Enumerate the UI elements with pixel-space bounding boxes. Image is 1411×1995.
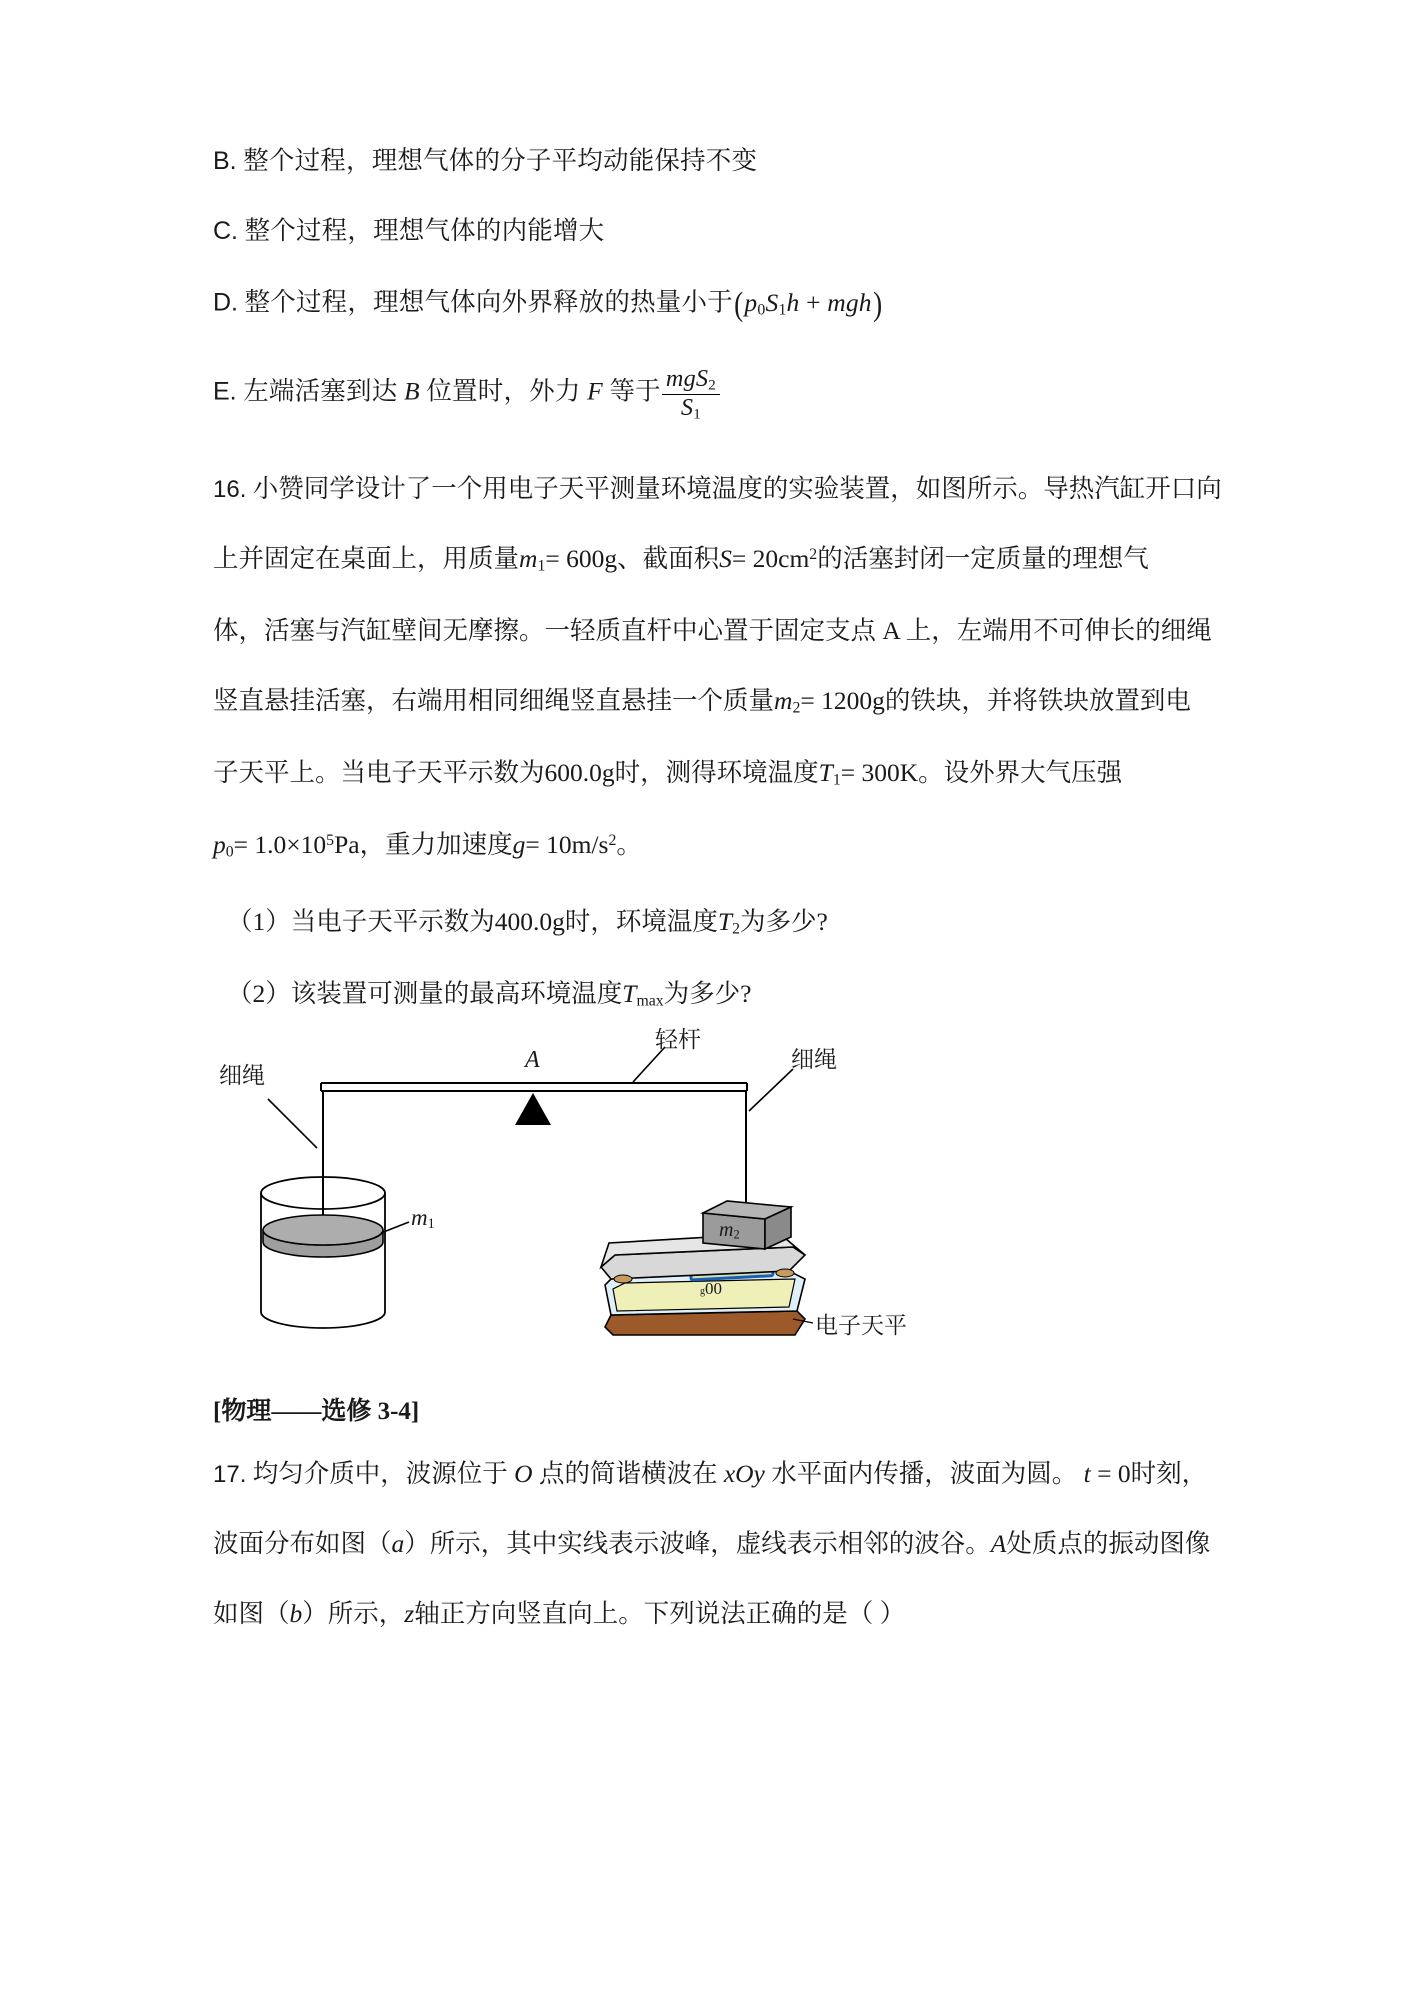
label-string-left: 细绳 [219, 1063, 265, 1089]
q17-l1-a: 均匀介质中，波源位于 [252, 1459, 508, 1489]
q17-var-xOy: xOy [723, 1459, 765, 1489]
q16-l5-a: 子天平上。当电子天平示数为 [213, 758, 545, 788]
q17-var-O: O [514, 1459, 533, 1489]
option-e-var-b: B [403, 376, 420, 406]
section-header: [物理——选修 3-4] [213, 1398, 420, 1426]
option-c [213, 218, 1213, 244]
label-block-mass-var: m [719, 1219, 734, 1242]
q16-sub2-a: 该装置可测量的最高环境温度 [290, 978, 623, 1008]
q17-l3-c: 轴正方向竖直向上。下列说法正确的是（ ） [414, 1598, 906, 1628]
q16-p0-unit: Pa [334, 830, 360, 860]
option-e [213, 366, 1213, 422]
label-rod: 轻杆 [655, 1027, 701, 1053]
apparatus-diagram [213, 1027, 1213, 1357]
question-17-line-3 [213, 1598, 1213, 1628]
label-block-mass [719, 1219, 740, 1243]
question-17-line-2 [213, 1531, 1213, 1557]
fulcrum-triangle [515, 1093, 551, 1125]
q17-fig-b-var: b [289, 1598, 303, 1628]
question-16-line-4 [213, 685, 1213, 717]
question-16-text-1: 小赞同学设计了一个用电子天平测量环境温度的实验装置，如图所示。导热汽缸开口向 [252, 474, 1222, 503]
question-16-line-3 [213, 618, 1213, 644]
question-16-line-5 [213, 760, 1213, 788]
electronic-balance [601, 1201, 805, 1335]
q16-S-value: = 20cm [731, 544, 810, 573]
balance-display-value [700, 1279, 722, 1299]
q17-l2-a: 波面分布如图（ [213, 1529, 392, 1559]
option-d [213, 288, 1213, 322]
q16-var-p0: p [213, 830, 226, 860]
apparatus-svg [213, 1027, 1213, 1357]
q16-var-T1-sub: 1 [832, 771, 841, 789]
q16-sub1-b: 时，环境温度 [564, 906, 718, 936]
q16-S-exp: 2 [809, 546, 818, 564]
q16-m2-value: = 1200g [800, 685, 885, 715]
q16-balance-reading-1: 600.0g [544, 758, 615, 788]
option-b-label: B. [213, 147, 237, 175]
q16-l2-c: 的活塞封闭一定质量的理想气 [817, 544, 1149, 573]
q17-l3-b: ）所示， [302, 1598, 405, 1628]
q16-var-T2: T [717, 906, 733, 936]
label-piston-mass [411, 1205, 435, 1233]
piston [263, 1215, 383, 1257]
question-16-sub-2 [213, 978, 1213, 1010]
q17-var-t: t [1083, 1459, 1091, 1489]
option-b [213, 148, 1213, 174]
q16-var-T1: T [818, 758, 833, 788]
q16-l5-c: 。设外界大气压强 [918, 758, 1123, 788]
label-piston-mass-var: m [411, 1205, 428, 1231]
q16-var-Tmax: T [622, 978, 637, 1008]
q16-var-m2: m [774, 685, 793, 715]
question-17-number: 17. [213, 1461, 247, 1489]
q16-g-value: = 10m/s [525, 830, 609, 860]
q16-var-Tmax-sub: max [636, 992, 664, 1010]
q17-l2-b: ）所示，其中实线表示波峰，虚线表示相邻的波谷。 [404, 1529, 991, 1559]
q16-g-exp: 2 [608, 832, 617, 850]
q17-l1-b: 点的简谐横波在 [538, 1459, 718, 1489]
block-m2 [703, 1201, 791, 1249]
q16-var-S: S [719, 544, 732, 573]
option-e-label: E. [213, 377, 237, 406]
q16-var-m1: m [519, 544, 538, 573]
q17-l1-c: 水平面内传播，波面为圆。 [771, 1459, 1078, 1489]
option-d-label: D. [213, 288, 238, 317]
q16-balance-reading-2: 400.0g [494, 906, 565, 936]
q16-l4-b: 的铁块，并将铁块放置到电 [884, 685, 1191, 715]
question-16-sub-1 [213, 906, 1213, 938]
q17-l2-c: 处质点的振动图像 [1006, 1529, 1211, 1559]
q16-var-m2-sub: 2 [792, 699, 801, 717]
option-d-formula: $(p_0S_1h + mgh)$ [734, 286, 883, 323]
option-c-text: 整个过程，理想气体的内能增大 [244, 216, 605, 245]
q16-l2-a: 上并固定在桌面上，用质量 [213, 544, 520, 573]
option-d-text: 整个过程，理想气体向外界释放的热量小于 [244, 287, 733, 317]
light-rod [321, 1083, 747, 1091]
q17-fig-a-var: a [391, 1529, 405, 1559]
q16-var-p0-sub: 0 [225, 843, 234, 861]
q16-p0-value: = 1.0×10 [233, 830, 327, 860]
q17-l1-d: 时刻， [1130, 1459, 1208, 1489]
q16-var-T2-sub: 2 [732, 920, 741, 938]
q17-var-z: z [404, 1598, 415, 1628]
option-e-fraction: $\frac{mgS_2}{S_1}$ [662, 366, 720, 422]
q16-sub2-number: （2） [227, 978, 291, 1008]
option-b-text: 整个过程，理想气体的分子平均动能保持不变 [243, 146, 758, 175]
question-16-line-6 [213, 832, 1213, 860]
label-string-right: 细绳 [791, 1047, 837, 1073]
balance-display-unit: g [700, 1286, 705, 1298]
q17-t-value: = 0 [1097, 1459, 1131, 1489]
leader-string-right [749, 1069, 793, 1111]
option-e-var-f: F [587, 376, 603, 406]
q16-p0-exp: 5 [326, 832, 335, 850]
question-16-line-1 [213, 474, 1222, 503]
option-e-text-a: 左端活塞到达 [243, 376, 398, 406]
q16-l2-b: 、截面积 [617, 544, 720, 573]
q16-T1-value: = 300K [840, 758, 919, 788]
q16-var-m1-sub: 1 [537, 557, 546, 575]
q16-m1-value: = 600g [545, 544, 618, 573]
option-e-text-b: 位置时，外力 [426, 376, 581, 406]
q17-l3-a: 如图（ [213, 1598, 290, 1628]
q16-l3: 体，活塞与汽缸壁间无摩擦。一轻质直杆中心置于固定支点 A 上，左端用不可伸长的细绳 [213, 616, 1212, 646]
q16-l6-c: 。 [616, 830, 642, 860]
label-fulcrum: A [525, 1047, 540, 1074]
option-e-text-c: 等于 [609, 376, 661, 406]
label-block-mass-sub: 2 [733, 1227, 740, 1242]
q16-sub2-b: 为多少? [663, 978, 752, 1008]
option-c-label: C. [213, 217, 238, 245]
leader-string-left [268, 1099, 317, 1148]
balance-display-number: 00 [705, 1279, 722, 1299]
question-17-line-1 [213, 1461, 1213, 1487]
label-piston-mass-sub: 1 [427, 1216, 435, 1233]
q16-var-g: g [512, 830, 526, 860]
q16-l5-b: 时，测得环境温度 [614, 758, 819, 788]
q16-l6-b: ，重力加速度 [359, 830, 513, 860]
q16-sub1-a: 当电子天平示数为 [290, 906, 495, 936]
label-balance: 电子天平 [815, 1313, 907, 1339]
q16-sub1-c: 为多少? [740, 906, 828, 936]
page-content [213, 0, 1222, 1670]
q17-var-A: A [990, 1529, 1007, 1559]
q16-l4-a: 竖直悬挂活塞，右端用相同细绳竖直悬挂一个质量 [213, 685, 775, 715]
q16-sub1-number: （1） [227, 906, 291, 936]
question-16-line-2 [213, 546, 1213, 574]
question-16-number: 16. [213, 476, 247, 503]
